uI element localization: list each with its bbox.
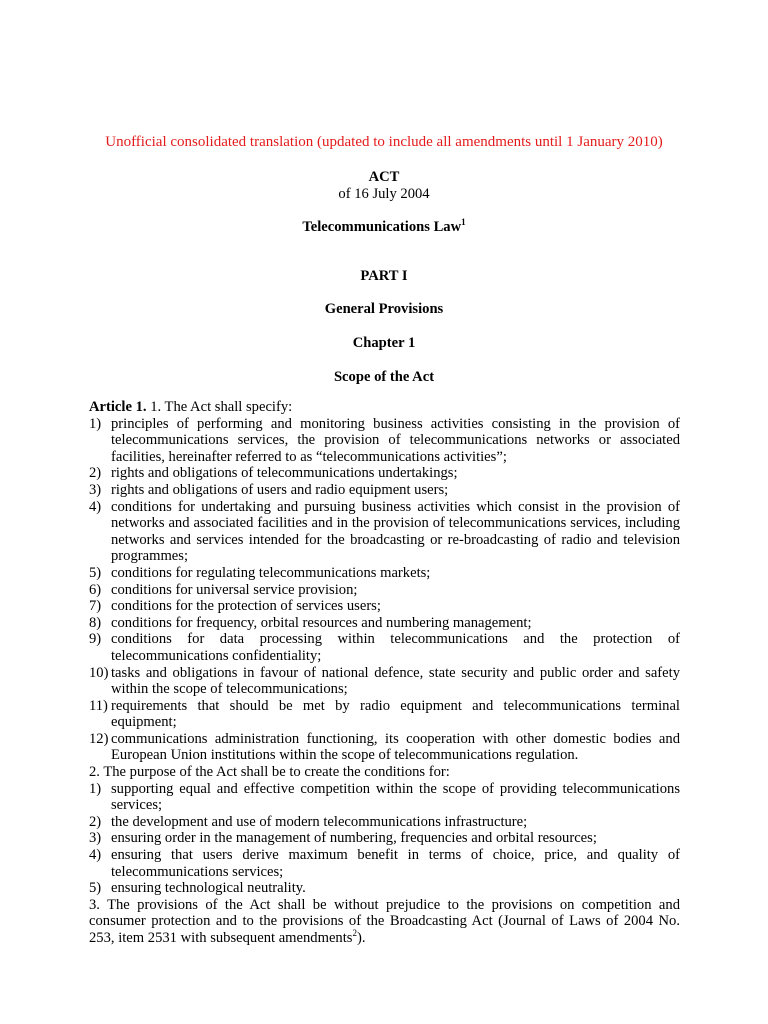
scope-list-item (89, 598, 680, 615)
list-item-number: 4) (89, 498, 102, 515)
scope-list (89, 416, 680, 764)
article-intro-text: 1. The Act shall specify: (146, 399, 293, 415)
list-item-text: conditions for regulating telecommunications markets; (111, 564, 431, 581)
scope-list-item (89, 631, 680, 664)
list-item-text: communications administration functioning, its cooperation with other domestic bodies and European Union institutions within the scope of telecommunications regulation. (111, 730, 680, 764)
part-heading: PART I (360, 268, 408, 284)
scope-list-item (89, 665, 680, 698)
article-1-intro (89, 399, 680, 416)
article-1 (89, 399, 680, 947)
law-title-text: Telecommunications Law (302, 219, 462, 235)
list-item-text: ensuring order in the management of numbering, frequencies and orbital resources; (111, 830, 597, 847)
list-item-number: 7) (89, 598, 102, 615)
purpose-list-item (89, 847, 680, 880)
list-item-text: rights and obligations of users and radio equipment users; (111, 481, 449, 498)
list-item-number: 6) (89, 581, 102, 598)
list-item-text: conditions for data processing within telecommunications and the protection of telecommunications confidentiality; (111, 631, 680, 664)
article-label: Article 1. (89, 399, 147, 415)
list-item-text: ensuring that users derive maximum benefit in terms of choice, price, and quality of telecommunications services; (111, 847, 680, 880)
purpose-list (89, 781, 680, 897)
list-item-number: 3) (89, 830, 102, 847)
purpose-list-item (89, 781, 680, 814)
list-item-text: the development and use of modern telecommunications infrastructure; (111, 813, 528, 830)
list-item-number: 4) (89, 847, 102, 864)
paragraph-2: 2. The purpose of the Act shall be to create the conditions for: (89, 764, 450, 781)
list-item-text: conditions for undertaking and pursuing business activities which consist in the provision of networks and associated facilities and in the provision of telecommunications services, including networks and services intended for the broadcasting or re-broadcasting of radio and television programmes; (111, 498, 680, 565)
list-item-text: rights and obligations of telecommunications undertakings; (111, 465, 458, 482)
footnote-marker: 1 (461, 217, 466, 228)
scope-list-item (89, 499, 680, 565)
list-item-number: 1) (89, 780, 102, 797)
list-item-text: conditions for frequency, orbital resources and numbering management; (111, 614, 532, 631)
act-title: ACT (368, 169, 400, 185)
purpose-list-item (89, 830, 680, 847)
list-item-text: ensuring technological neutrality. (111, 880, 306, 897)
list-item-number: 8) (89, 614, 102, 631)
part-title: General Provisions (324, 301, 444, 317)
list-item-number: 2) (89, 465, 102, 482)
list-item-number: 11) (89, 697, 108, 714)
list-item-number: 12) (89, 730, 109, 747)
list-item-text: tasks and obligations in favour of national defence, state security and public order and safety within the scope of telecommunications; (111, 664, 680, 698)
scope-list-item (89, 465, 680, 482)
law-title (0, 218, 768, 236)
scope-list-item (89, 416, 680, 466)
paragraph-3 (89, 897, 680, 947)
scope-list-item (89, 482, 680, 499)
list-item-text: supporting equal and effective competition within the scope of providing telecommunications services; (111, 780, 680, 814)
translation-notice: Unofficial consolidated translation (updated to include all amendments until 1 January 2010) (105, 134, 663, 150)
chapter-title: Scope of the Act (333, 369, 435, 385)
list-item-number: 3) (89, 481, 102, 498)
chapter-heading: Chapter 1 (352, 335, 416, 351)
list-item-text: conditions for universal service provision; (111, 581, 358, 598)
list-item-number: 10) (89, 664, 109, 681)
list-item-text: principles of performing and monitoring business activities consisting in the provision of telecommunications services, the provision of telecommunications networks or associated facilities, hereinafter referred to as “telecommunications activities”; (111, 415, 680, 465)
list-item-text: conditions for the protection of services users; (111, 598, 381, 615)
purpose-list-item (89, 814, 680, 831)
scope-list-item (89, 565, 680, 582)
footnote-marker: 2 (352, 928, 357, 939)
list-item-number: 5) (89, 880, 102, 897)
scope-list-item (89, 698, 680, 731)
list-item-number: 9) (89, 631, 102, 648)
scope-list-item (89, 731, 680, 764)
paragraph-3-end: ). (356, 930, 366, 946)
list-item-number: 2) (89, 813, 102, 830)
act-date: of 16 July 2004 (338, 186, 430, 202)
scope-list-item (89, 582, 680, 599)
scope-list-item (89, 615, 680, 632)
list-item-number: 1) (89, 415, 102, 432)
purpose-list-item (89, 880, 680, 897)
paragraph-3-text: 3. The provisions of the Act shall be without prejudice to the provisions on competition and consumer protection and to the provisions of the Broadcasting Act (Journal of Laws of 2004 No. 253, item 2531 with subsequent amendments (89, 896, 680, 946)
list-item-text: requirements that should be met by radio equipment and telecommunications terminal equipment; (111, 697, 680, 731)
list-item-number: 5) (89, 564, 102, 581)
